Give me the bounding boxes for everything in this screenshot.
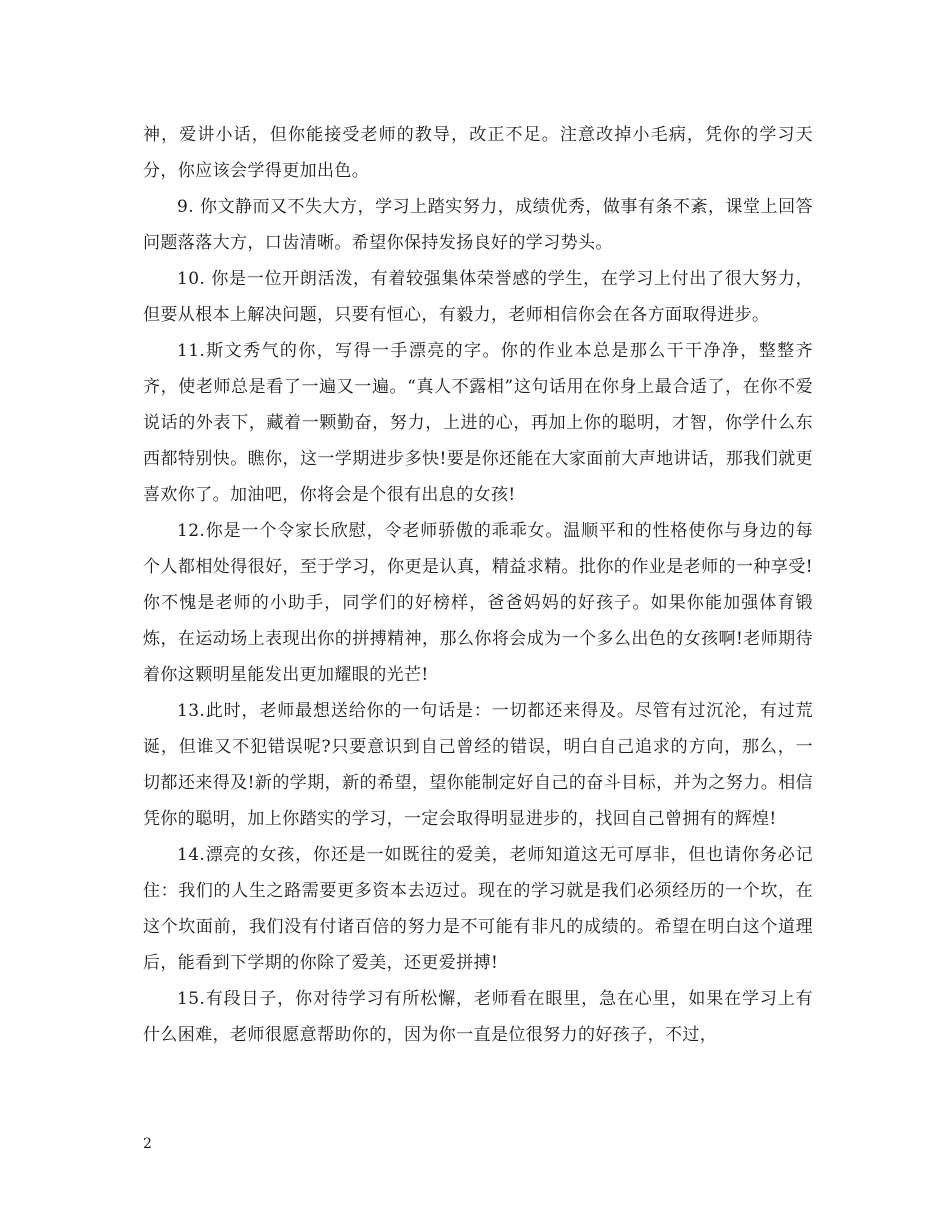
paragraph-item-9: 9. 你文静而又不失大方，学习上踏实努力，成绩优秀，做事有条不紊，课堂上回答问题落落大方，口齿清晰。希望你保持发扬良好的学习势头。 <box>143 197 813 253</box>
paragraph-item-13: 13.此时，老师最想送给你的一句话是：一切都还来得及。尽管有过沉沦，有过荒诞，但谁又不犯错误呢?只要意识到自己曾经的错误，明白自己追求的方向，那么，一切都还来得及!新的学期，新的希望，望你能制定好自己的奋斗目标，并为之努力。相信凭你的聪明，加上你踏实的学习，一定会取得明显进步的，找回自己曾拥有的辉煌! <box>143 701 813 829</box>
paragraph-item-14: 14.漂亮的女孩，你还是一如既往的爱美，老师知道这无可厚非，但也请你务必记住：我们的人生之路需要更多资本去迈过。现在的学习就是我们必须经历的一个坎，在这个坎面前，我们没有付诸百倍的努力是不可能有非凡的成绩的。希望在明白这个道理后，能看到下学期的你除了爱美，还更爱拼搏! <box>143 845 813 973</box>
paragraph-item-12: 12.你是一个令家长欣慰，令老师骄傲的乖乖女。温顺平和的性格使你与身边的每个人都相处得很好，至于学习，你更是认真，精益求精。批你的作业是老师的一种享受!你不愧是老师的小助手，同学们的好榜样，爸爸妈妈的好孩子。如果你能加强体育锻炼，在运动场上表现出你的拼搏精神，那么你将会成为一个多么出色的女孩啊!老师期待着你这颗明星能发出更加耀眼的光芒! <box>143 521 813 685</box>
body-text <box>143 117 813 1053</box>
paragraph-item-15: 15.有段日子，你对待学习有所松懈，老师看在眼里，急在心里，如果在学习上有什么困难，老师很愿意帮助你的，因为你一直是位很努力的好孩子，不过， <box>143 989 813 1045</box>
paragraph-item-10: 10. 你是一位开朗活泼，有着较强集体荣誉感的学生，在学习上付出了很大努力，但要从根本上解决问题，只要有恒心，有毅力，老师相信你会在各方面取得进步。 <box>143 269 813 325</box>
page-number: 2 <box>143 1136 152 1152</box>
paragraph-continuation: 神，爱讲小话，但你能接受老师的教导，改正不足。注意改掉小毛病，凭你的学习天分，你应该会学得更加出色。 <box>143 125 813 181</box>
paragraph-item-11: 11.斯文秀气的你，写得一手漂亮的字。你的作业本总是那么干干净净，整整齐齐，使老师总是看了一遍又一遍。“真人不露相”这句话用在你身上最合适了，在你不爱说话的外表下，藏着一颗勤奋，努力，上进的心，再加上你的聪明，才智，你学什么东西都特别快。瞧你，这一学期进步多快!要是你还能在大家面前大声地讲话，那我们就更喜欢你了。加油吧，你将会是个很有出息的女孩! <box>143 341 813 505</box>
